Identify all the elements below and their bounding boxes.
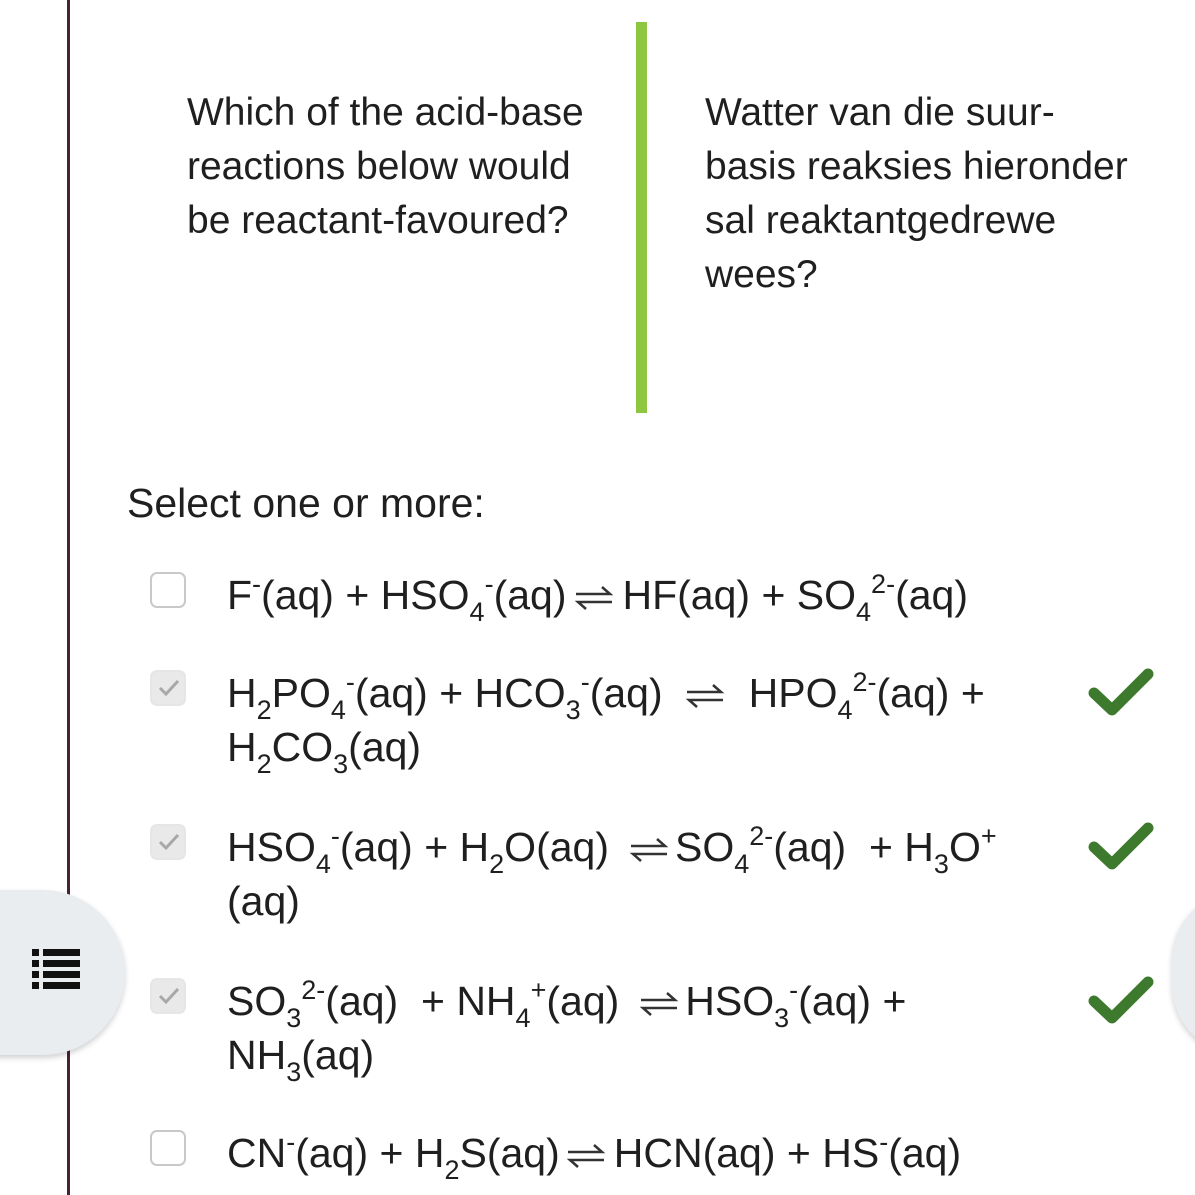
checkbox-check-icon (157, 678, 181, 698)
formula-text: F (227, 572, 253, 618)
equilibrium-arrows-icon (572, 583, 616, 613)
checkbox-check-icon (157, 832, 181, 852)
checkmark-icon (1088, 974, 1154, 1026)
formula-charge: - (879, 1127, 889, 1157)
checkmark-icon (1088, 666, 1154, 718)
right-drawer-button[interactable] (1172, 890, 1195, 1055)
question-english: Which of the acid-base reactions below would be reactant-favoured? (187, 91, 584, 242)
formula-charge: - (484, 569, 494, 599)
formula-subscript: 4 (837, 695, 853, 725)
checkmark-icon (1088, 820, 1154, 872)
equilibrium-arrows-icon (564, 1141, 608, 1171)
formula-charge: 2- (871, 569, 896, 599)
formula-subscript: 2 (489, 849, 505, 879)
formula-text: (aq) + HCO (354, 670, 566, 716)
formula-charge: - (789, 975, 799, 1005)
formula-text: (aq) + H (339, 824, 490, 870)
formula-charge: - (580, 667, 590, 697)
navigation-drawer-button[interactable] (0, 890, 125, 1055)
option-label[interactable] (227, 666, 1057, 779)
formula-text: (aq) + H (773, 824, 934, 870)
formula-subscript: 4 (515, 1003, 531, 1033)
formula-charge: - (286, 1127, 296, 1157)
question-divider (636, 22, 647, 413)
formula-subscript: 2 (256, 749, 272, 779)
formula-charge: + (530, 975, 547, 1005)
formula-subscript: 4 (734, 849, 750, 879)
equilibrium-arrows-icon (627, 835, 671, 865)
checkbox-check-icon (157, 986, 181, 1006)
formula-subscript: 2 (256, 695, 272, 725)
formula-text: (aq) (589, 670, 663, 716)
formula-text: (aq) (895, 572, 968, 618)
formula-text: (aq) (493, 572, 567, 618)
formula-text: (aq) + NH (325, 978, 516, 1024)
formula-charge: + (980, 821, 997, 851)
formula-text: HSO (685, 978, 775, 1024)
question-afrikaans: Watter van die suur-basis reaksies hieronder sal reaktantgedrewe wees? (705, 91, 1128, 296)
formula-text: O(aq) (504, 824, 609, 870)
formula-subscript: 4 (315, 849, 331, 879)
option-label[interactable] (227, 974, 1057, 1087)
formula-text: HCN(aq) + HS (613, 1130, 880, 1176)
select-prompt: Select one or more: (127, 480, 485, 526)
option-checkbox[interactable] (150, 824, 186, 860)
option-checkbox[interactable] (150, 572, 186, 608)
formula-subscript: 4 (856, 597, 872, 627)
formula-charge: - (330, 821, 340, 851)
formula-text: CO (271, 724, 334, 770)
formula-subscript: 3 (286, 1057, 302, 1087)
formula-text: O (948, 824, 981, 870)
equilibrium-arrows-icon (683, 681, 727, 711)
formula-text: (aq) + NH (227, 978, 907, 1078)
formula-charge: 2- (749, 821, 774, 851)
formula-text: HSO (227, 824, 316, 870)
formula-subscript: 3 (933, 849, 949, 879)
formula-subscript: 4 (469, 597, 485, 627)
formula-text: (aq) + H (227, 670, 985, 770)
formula-text: H (227, 670, 257, 716)
formula-charge: 2- (852, 667, 877, 697)
formula-charge: 2- (301, 975, 326, 1005)
option-label[interactable] (227, 1126, 1057, 1185)
formula-text: SO (674, 824, 735, 870)
formula-text: (aq) (348, 724, 422, 770)
option-label[interactable] (227, 568, 1057, 627)
formula-text: HF(aq) + SO (622, 572, 857, 618)
formula-subscript: 2 (444, 1155, 460, 1185)
formula-text: (aq) + HSO (261, 572, 470, 618)
equilibrium-arrows-icon (637, 989, 681, 1019)
formula-subscript: 4 (330, 695, 346, 725)
formula-subscript: 3 (565, 695, 581, 725)
formula-text: (aq) (301, 1032, 375, 1078)
formula-text: SO (227, 978, 287, 1024)
formula-charge: - (252, 569, 262, 599)
formula-subscript: 3 (333, 749, 349, 779)
option-checkbox[interactable] (150, 1130, 186, 1166)
option-checkbox[interactable] (150, 978, 186, 1014)
list-menu-icon (32, 947, 82, 991)
formula-subscript: 3 (286, 1003, 302, 1033)
formula-text: CN (227, 1130, 287, 1176)
formula-text: S(aq) (459, 1130, 560, 1176)
formula-subscript: 3 (774, 1003, 790, 1033)
formula-text: HPO (748, 670, 838, 716)
formula-text: (aq) + H (295, 1130, 445, 1176)
formula-text: (aq) (227, 878, 300, 924)
formula-text: (aq) (546, 978, 620, 1024)
formula-charge: - (345, 667, 355, 697)
formula-text: (aq) (888, 1130, 962, 1176)
option-checkbox[interactable] (150, 670, 186, 706)
formula-text: PO (271, 670, 331, 716)
option-label[interactable] (227, 820, 1057, 928)
